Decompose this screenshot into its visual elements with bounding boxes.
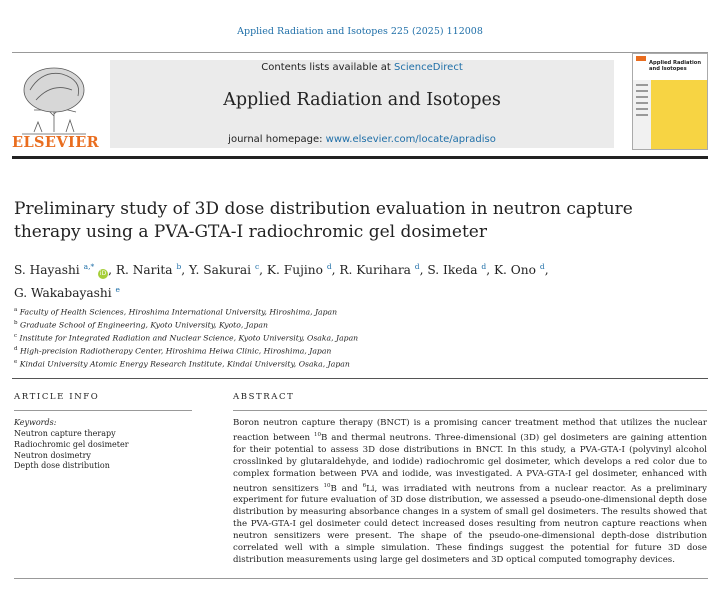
abstract-rule (233, 410, 707, 411)
affiliation-item (14, 357, 654, 370)
contents-prefix: Contents lists available at (261, 62, 395, 73)
homepage-line (110, 134, 614, 145)
author-affiliation-marker[interactable]: e (115, 285, 120, 295)
affiliation-key: c (14, 332, 18, 339)
author-name[interactable]: K. Ono (493, 263, 536, 278)
isotope-mass-number: 6 (362, 482, 367, 489)
article-title: Preliminary study of 3D dose distribution evaluation in neutron capture therapy using a PVA-GTA-I radiochromic gel dosimeter (14, 199, 633, 242)
affiliation-text: High-precision Radiotherapy Center, Hiroshima Heiwa Clinic, Hiroshima, Japan (19, 346, 332, 356)
journal-citation[interactable]: Applied Radiation and Isotopes 225 (2025) 112008 (237, 26, 483, 37)
affiliation-key: d (14, 345, 18, 352)
author-affiliation-marker[interactable]: d (539, 262, 545, 271)
contents-line (110, 62, 614, 73)
info-rule (14, 410, 192, 411)
author-affiliation-marker[interactable]: c (254, 262, 260, 271)
abstract-heading: ABSTRACT (233, 392, 295, 402)
header-top-rule (12, 52, 708, 53)
author-name[interactable]: R. Narita (115, 263, 173, 278)
journal-cover-thumbnail[interactable] (632, 53, 708, 150)
article-info-heading: ARTICLE INFO (14, 392, 100, 402)
isotope-mass-number: 10 (314, 431, 322, 438)
affiliation-key: a (14, 307, 18, 313)
header-bottom-rule (12, 156, 708, 159)
affiliation-list (14, 305, 654, 370)
affiliation-key: e (14, 358, 18, 365)
keywords-label: Keywords: (14, 418, 57, 427)
author-affiliation-marker[interactable]: d (481, 262, 487, 271)
author-name[interactable]: S. Hayashi (14, 263, 80, 278)
abstract-part: Li, was irradiated with neutrons from a nuclear reactor. As a preliminary experiment for future evaluation of 3D dose distribution, we assessed a pseudo-one-dimensional depth dose distribution by measuring absorbance changes in a system of small gel dosimeters. The results showed that the PVA-GTA-I gel dosimeter could detect increased doses resulting from neutron capture reactions when neutron sensitizers were present. The shape of the pseudo-one-dimensional depth-dose distribution correlated well with a simple simulation. These findings suggest the potential for future 3D dose distribution measurements using large gel dosimeters and 3D optical computed tomography devices. (233, 483, 707, 566)
bottom-rule (14, 578, 708, 579)
affiliation-text: Institute for Integrated Radiation and Nuclear Science, Kyoto University, Osaka, Japan (19, 333, 359, 343)
journal-title: Applied Radiation and Isotopes (223, 90, 501, 110)
publisher-name: ELSEVIER (12, 134, 100, 151)
author-name[interactable]: K. Fujino (266, 263, 323, 278)
abstract-text (233, 418, 707, 567)
cover-title: Applied Radiation and Isotopes (649, 60, 702, 72)
affiliation-item (14, 305, 654, 318)
affiliation-item (14, 331, 654, 344)
affiliation-item (14, 344, 654, 357)
affiliation-text: Graduate School of Engineering, Kyoto University, Kyoto, Japan (19, 320, 268, 330)
keyword-item[interactable]: Depth dose distribution (14, 461, 110, 471)
keyword-item[interactable]: Neutron dosimetry (14, 450, 91, 460)
homepage-link[interactable]: www.elsevier.com/locate/apradiso (325, 134, 496, 145)
abstract-part: Boron neutron capture therapy (BNCT) is a promising cancer treatment method that utilizes the nuclear reaction between (233, 418, 707, 443)
section-rule (12, 378, 708, 379)
author-affiliation-marker[interactable]: b (176, 262, 182, 271)
keyword-item[interactable]: Radiochromic gel dosimeter (14, 439, 129, 449)
isotope-mass-number: 10 (323, 482, 331, 489)
keyword-list (14, 429, 194, 472)
author-name[interactable]: G. Wakabayashi (14, 286, 112, 301)
affiliation-item (14, 318, 654, 331)
sciencedirect-link[interactable]: ScienceDirect (394, 62, 463, 73)
abstract-part: B and thermal neutrons. Three-dimensional (3D) gel dosimeters are gaining attention for their potential to assess 3D dose distributions in BNCT. In this study, a PVA-GTA-I (polyvinyl alcohol crosslinked by glutaraldehyde, and iodide) radiochromic gel dosimeter, which develops a red color due to complex formation between PVA and iodide, was investigated. A PVA-GTA-I gel dosimeter, enhanced with neutron sensitizers (233, 432, 707, 494)
affiliation-text: Kindai University Atomic Energy Research Institute, Kindai University, Osaka, Japan (19, 359, 350, 369)
author-name[interactable]: Y. Sakurai (189, 263, 252, 278)
author-list: S. Hayashi $^{a,*}$ iD , R. Narita $^b$, Y. Sakurai $^c$, K. Fujino $^d$, R. Kurihara $^d$, S. Ikeda $^d$, K. Ono $^d$, G. Wakabayashi $^e$ (14, 262, 549, 301)
author-affiliation-marker[interactable]: d (414, 262, 420, 271)
affiliation-text: Faculty of Health Sciences, Hiroshima International University, Hiroshima, Japan (19, 307, 338, 317)
author-affiliation-marker[interactable]: d (326, 262, 332, 271)
author-name[interactable]: R. Kurihara (339, 263, 411, 278)
homepage-prefix: journal homepage: (228, 134, 326, 145)
orcid-icon[interactable]: iD (99, 270, 107, 278)
abstract-part: B and (330, 483, 363, 494)
author-affiliation-marker[interactable]: a,* (83, 262, 95, 271)
author-name[interactable]: S. Ikeda (427, 263, 478, 278)
affiliation-key: b (14, 319, 18, 326)
keyword-item[interactable]: Neutron capture therapy (14, 429, 116, 438)
